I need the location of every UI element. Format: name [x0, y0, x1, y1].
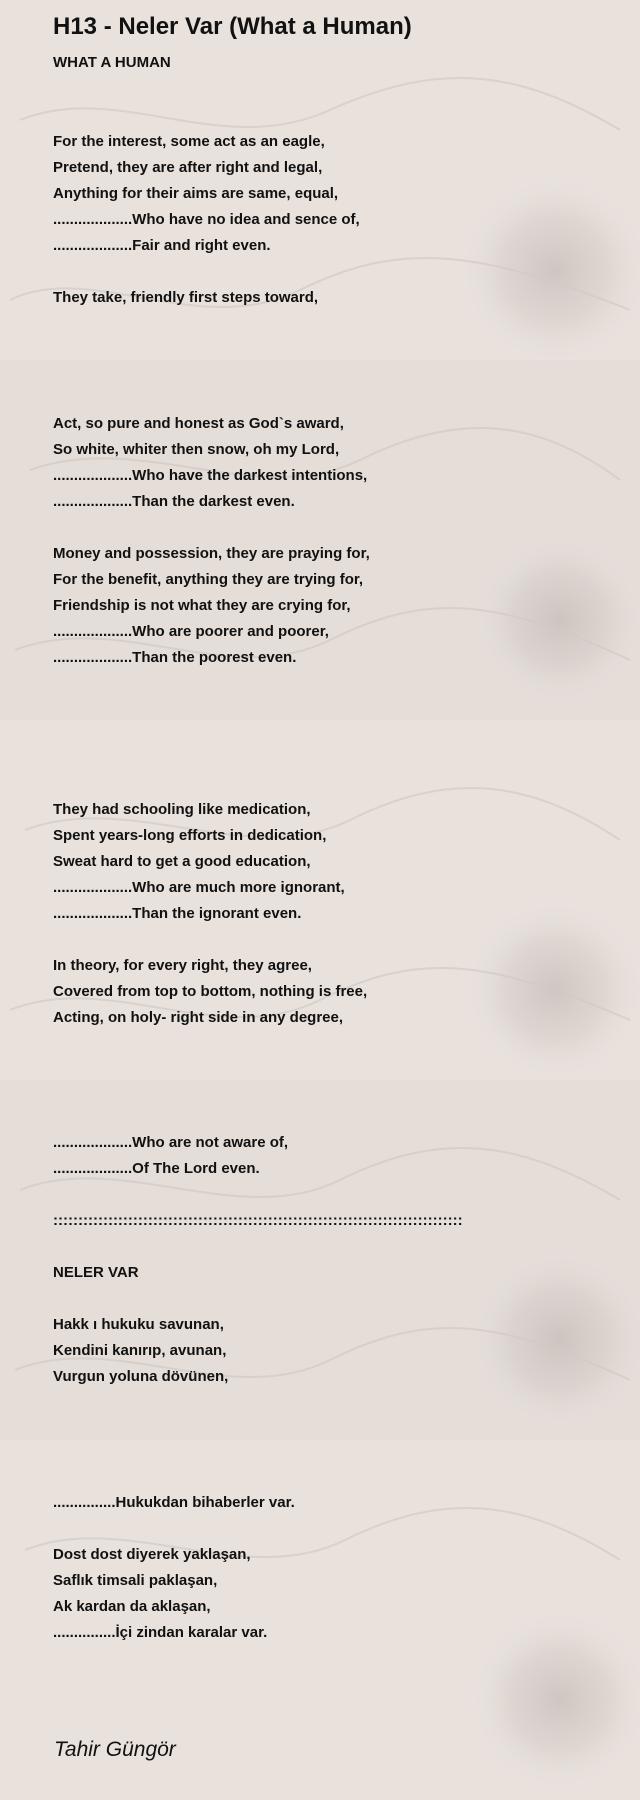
poem-line: Dost dost diyerek yaklaşan, [53, 1546, 251, 1563]
poem-line: Saflık timsali paklaşan, [53, 1572, 218, 1589]
poem-line: ...................Than the poorest even. [53, 649, 297, 666]
poem-line: For the interest, some act as an eagle, [53, 133, 325, 150]
poem-line [53, 1516, 295, 1542]
poem-subtitle: WHAT A HUMAN [53, 54, 171, 71]
stanza-group-5 [53, 1490, 295, 1646]
poem-line: Covered from top to bottom, nothing is free, [53, 983, 368, 1000]
poem-title: H13 - Neler Var (What a Human) [53, 13, 412, 40]
poem-line: Acting, on holy- right side in any degree, [53, 1009, 344, 1026]
poem-line: They take, friendly first steps toward, [53, 289, 319, 306]
poem-line: Spent years-long efforts in dedication, [53, 827, 327, 844]
poem-line: ...................Than the ignorant even. [53, 905, 302, 922]
author-name: Tahir Güngör [54, 1738, 176, 1761]
poem-line [53, 1286, 463, 1312]
poem-line: Act, so pure and honest as God`s award, [53, 415, 344, 432]
section-heading: NELER VAR [53, 1264, 139, 1281]
poem-line: Vurgun yoluna dövünen, [53, 1368, 229, 1385]
poem-line: ...................Fair and right even. [53, 237, 271, 254]
stanza-group-2 [53, 411, 370, 671]
poem-line: ...................Who have the darkest intentions, [53, 467, 368, 484]
poem-line [53, 259, 360, 285]
stanza-group-4 [53, 1130, 463, 1390]
poem-line: So white, whiter then snow, oh my Lord, [53, 441, 340, 458]
poem-line [53, 1182, 463, 1208]
poem-line: They had schooling like medication, [53, 801, 311, 818]
poem-line: For the benefit, anything they are trying for, [53, 571, 364, 588]
poem-line: ...................Who are poorer and poorer, [53, 623, 329, 640]
poem-line [53, 515, 370, 541]
poem-line [53, 1234, 463, 1260]
poem-line: Ak kardan da aklaşan, [53, 1598, 211, 1615]
poem-line: ...................Of The Lord even. [53, 1160, 260, 1177]
poem-line: ...................Who have no idea and sence of, [53, 211, 360, 228]
poem-line: Sweat hard to get a good education, [53, 853, 311, 870]
poem-line: Kendini kanırıp, avunan, [53, 1342, 227, 1359]
poem-line: Anything for their aims are same, equal, [53, 185, 339, 202]
poem-line: Hakk ı hukuku savunan, [53, 1316, 224, 1333]
poem-line: ...............İçi zindan karalar var. [53, 1624, 268, 1641]
poem-line: Money and possession, they are praying for, [53, 545, 370, 562]
poem-line: In theory, for every right, they agree, [53, 957, 312, 974]
poem-line [53, 927, 367, 953]
stanza-group-3 [53, 797, 367, 1031]
section-divider: :::::::::::::::::::::::::::::::::::::::::::::::::::::::::::::::::::::::::::::::::: [53, 1212, 463, 1229]
poem-line: ...................Who are not aware of, [53, 1134, 289, 1151]
poem-line: ...................Who are much more ignorant, [53, 879, 345, 896]
poem-line: Pretend, they are after right and legal, [53, 159, 323, 176]
stanza-group-1 [53, 129, 360, 311]
poem-line: ...............Hukukdan bihaberler var. [53, 1494, 295, 1511]
poem-line: ...................Than the darkest even. [53, 493, 295, 510]
poem-line: Friendship is not what they are crying for, [53, 597, 351, 614]
